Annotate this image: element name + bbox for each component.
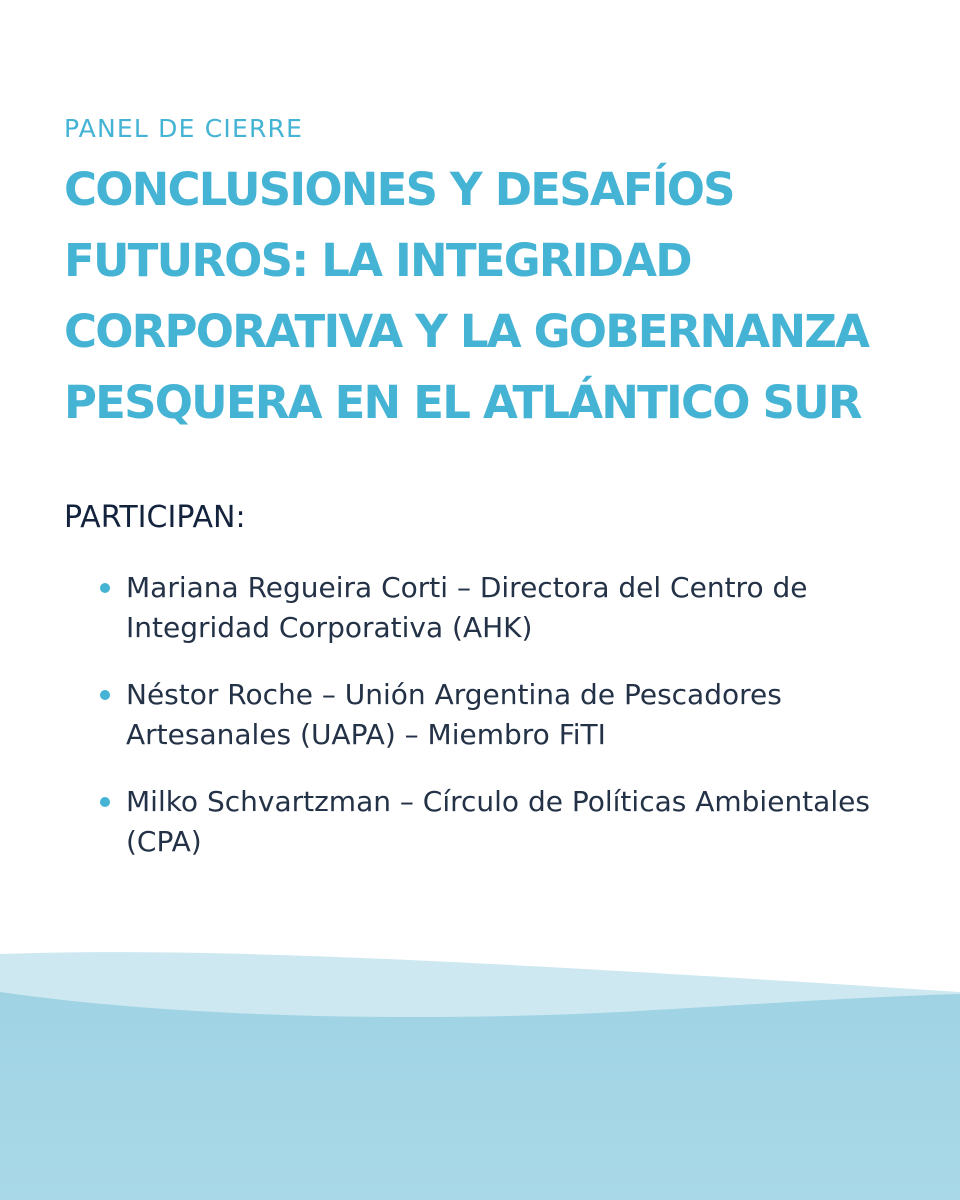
participant-text: Néstor Roche – Unión Argentina de Pescadores Artesanales (UAPA) – Miembro FiTI [126,678,782,751]
wave-decoration [0,940,960,1200]
participant-item [64,675,886,755]
panel-title: CONCLUSIONES Y DESAFÍOS FUTUROS: LA INTEGRIDAD CORPORATIVA Y LA GOBERNANZA PESQUERA EN EL ATLÁNTICO SUR [64,163,869,429]
bullet-dot-icon [100,797,110,807]
participant-text: Milko Schvartzman – Círculo de Políticas Ambientales (CPA) [126,785,870,858]
main-content [64,112,904,889]
bullet-dot-icon [100,690,110,700]
participants-heading: PARTICIPAN: [64,500,246,535]
participants-list [64,568,904,862]
wave-front [0,992,960,1200]
panel-kicker: PANEL DE CIERRE [64,114,304,143]
participant-item [64,568,886,648]
participant-text: Mariana Regueira Corti – Directora del Centro de Integridad Corporativa (AHK) [126,571,808,644]
participant-item [64,782,886,862]
bullet-dot-icon [100,583,110,593]
